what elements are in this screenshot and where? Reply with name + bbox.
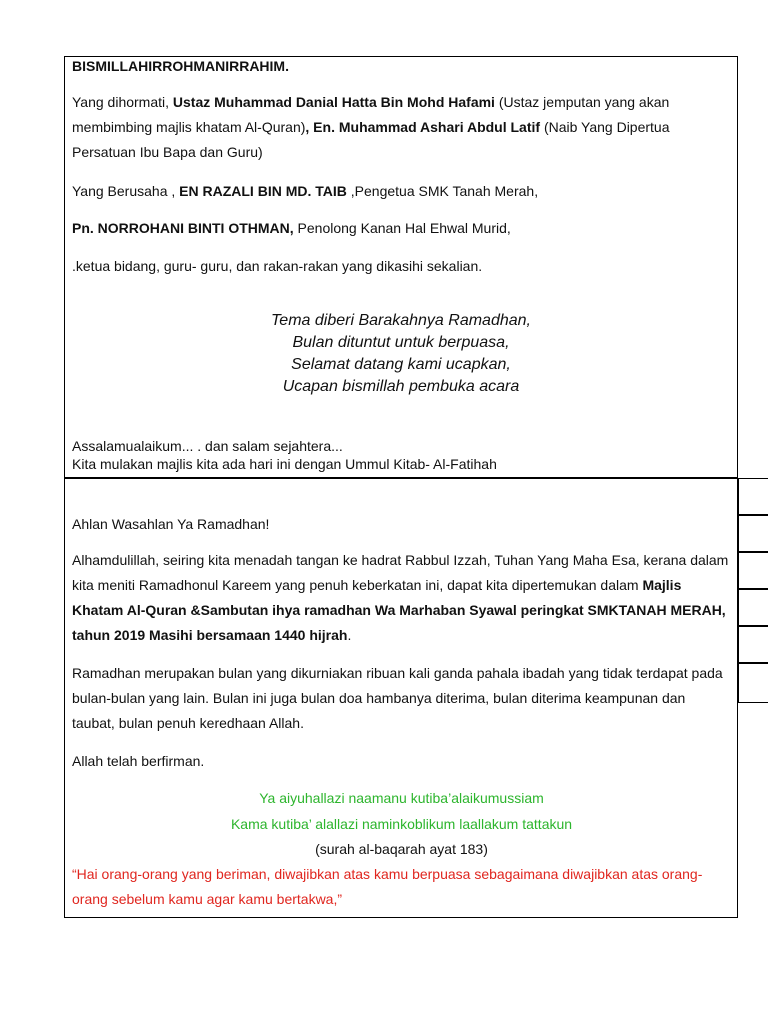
side-table-cell bbox=[738, 663, 768, 703]
verse-line: Kama kutiba’ alallazi naminkoblikum laallakum tattakun bbox=[230, 816, 573, 832]
firman-line: Allah telah berfirman. bbox=[72, 753, 205, 769]
verse-line: Ya aiyuhallazi naamanu kutiba’alaikumussiam bbox=[259, 790, 544, 806]
greeting: Assalamualaikum... . dan salam sejahtera... Kita mulakan majlis kita ada hari ini dengan Ummul Kitab- Al-Fatihah bbox=[72, 438, 497, 472]
poem-line: Bulan dituntut untuk berpuasa, bbox=[292, 334, 510, 351]
teachers-line: .ketua bidang, guru- guru, dan rakan-rakan yang dikasihi sekalian. bbox=[72, 258, 483, 274]
poem-line: Ucapan bismillah pembuka acara bbox=[282, 378, 520, 395]
side-table-cell bbox=[738, 515, 768, 552]
poem bbox=[65, 310, 737, 398]
side-table-cell bbox=[738, 589, 768, 626]
verse-reference: (surah al-baqarah ayat 183) bbox=[315, 841, 488, 857]
welcome-line: Ahlan Wasahlan Ya Ramadhan! bbox=[72, 516, 270, 532]
principal-line: Yang Berusaha , EN RAZALI BIN MD. TAIB ,Pengetua SMK Tanah Merah, bbox=[72, 183, 539, 199]
ramadhan-paragraph: Ramadhan merupakan bulan yang dikurniakan ribuan kali ganda pahala ibadah yang tidak terdapat pada bulan-bulan yang lain. Bulan ini juga bulan doa hambanya diterima, bulan diterima keampunan dan taubat, bulan penuh keredhaan Allah. bbox=[72, 665, 723, 731]
poem-line: Selamat datang kami ucapkan, bbox=[291, 356, 511, 373]
intro-section bbox=[64, 56, 738, 478]
side-table-cell bbox=[738, 626, 768, 663]
dignitaries-paragraph: Yang dihormati, Ustaz Muhammad Danial Hatta Bin Mohd Hafami (Ustaz jemputan yang akan membimbing majlis khatam Al-Quran), En. Muhammad Ashari Abdul Latif (Naib Yang Dipertua Persatuan Ibu Bapa dan Guru) bbox=[72, 94, 670, 160]
senior-assistant-line: Pn. NORROHANI BINTI OTHMAN, Penolong Kanan Hal Ehwal Murid, bbox=[72, 220, 511, 236]
side-table-cell bbox=[738, 478, 768, 515]
opening-line: BISMILLAHIRROHMANIRRAHIM. bbox=[72, 58, 289, 74]
alhamdulillah-paragraph: Alhamdulillah, seiring kita menadah tangan ke hadrat Rabbul Izzah, Tuhan Yang Maha Esa, kerana dalam kita meniti Ramadhonul Kareem yang penuh keberkatan ini, dapat kita dipertemukan dalam Majlis Khatam Al-Quran &Sambutan ihya ramadhan Wa Marhaban Syawal peringkat SMKTANAH MERAH, tahun 2019 Masihi bersamaan 1440 hijrah. bbox=[72, 552, 729, 643]
poem-line: Tema diberi Barakahnya Ramadhan, bbox=[270, 312, 531, 329]
side-table-cell bbox=[738, 552, 768, 589]
verse-translation: “Hai orang-orang yang beriman, diwajibkan atas kamu berpuasa sebagaimana diwajibkan atas orang-orang sebelum kamu agar kamu bertakwa,” bbox=[72, 866, 703, 907]
ramadhan-section bbox=[64, 478, 738, 918]
